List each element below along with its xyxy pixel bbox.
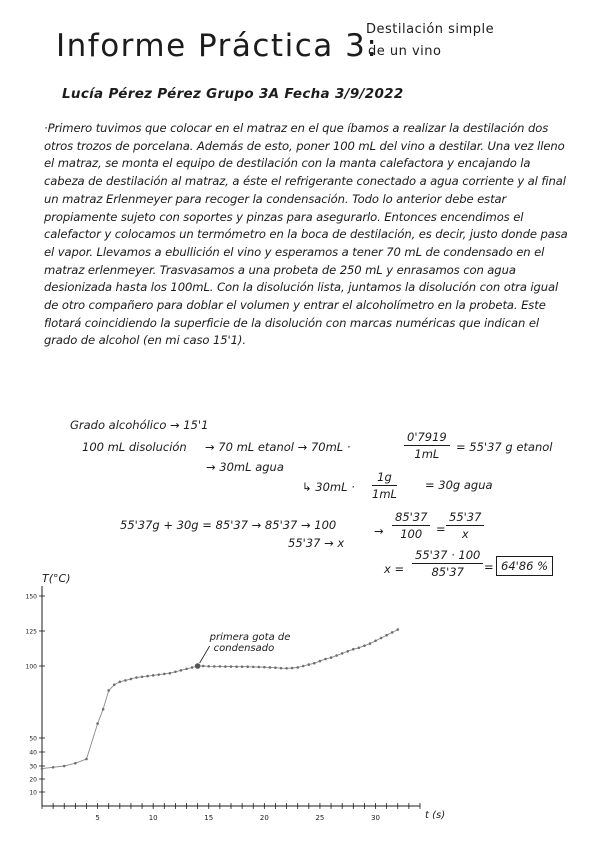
data-point bbox=[280, 667, 283, 670]
water-conversion: ↳ 30mL · bbox=[302, 480, 355, 494]
water-density-fraction bbox=[372, 470, 397, 501]
data-point bbox=[385, 634, 388, 637]
ethanol-density-denominator: 1mL bbox=[414, 447, 440, 461]
data-point bbox=[152, 674, 155, 677]
data-point bbox=[113, 683, 116, 686]
ethanol-density-numerator: 0'7919 bbox=[404, 430, 450, 446]
data-point bbox=[352, 648, 355, 651]
data-point bbox=[241, 665, 244, 668]
proportion-second-line: 55'37 → x bbox=[288, 536, 345, 550]
ethanol-volume: → 70 mL etanol → 70mL · bbox=[205, 440, 351, 454]
data-point bbox=[146, 675, 149, 678]
proportion-equals: = bbox=[436, 522, 446, 536]
report-title: Informe Práctica 3: bbox=[56, 28, 379, 64]
ethanol-density-fraction bbox=[404, 430, 450, 461]
data-point bbox=[263, 666, 266, 669]
data-point bbox=[219, 665, 222, 668]
x-tick-label: 10 bbox=[148, 814, 158, 822]
x-axis-label: t (s) bbox=[425, 810, 446, 821]
proportion-numerator-1: 85'37 bbox=[392, 510, 430, 526]
data-point bbox=[213, 665, 216, 668]
data-point bbox=[252, 666, 255, 669]
data-point bbox=[285, 667, 288, 670]
data-point bbox=[246, 665, 249, 668]
data-point bbox=[135, 676, 138, 679]
annotation-leader bbox=[200, 646, 210, 663]
first-drop-annotation bbox=[209, 632, 294, 654]
data-point bbox=[274, 666, 277, 669]
proportion-denominator-2: x bbox=[461, 527, 469, 541]
data-point bbox=[124, 679, 127, 682]
data-point bbox=[41, 767, 44, 770]
y-axis-label: T(°C) bbox=[42, 572, 71, 585]
data-point bbox=[96, 722, 99, 725]
report-subtitle-line1: Destilación simple bbox=[366, 22, 495, 37]
data-point bbox=[341, 652, 344, 655]
y-tick-label: 30 bbox=[29, 763, 37, 771]
data-point bbox=[185, 668, 188, 671]
data-point bbox=[163, 673, 166, 676]
y-tick-label: 10 bbox=[29, 789, 37, 797]
first-drop-marker bbox=[195, 663, 201, 669]
data-point bbox=[202, 665, 205, 668]
x-equals: = bbox=[484, 560, 494, 574]
data-point bbox=[180, 669, 183, 672]
data-point bbox=[141, 676, 144, 679]
data-point bbox=[380, 637, 383, 640]
data-point bbox=[174, 670, 177, 673]
data-point bbox=[157, 673, 160, 676]
x-tick-label: 15 bbox=[204, 814, 214, 822]
data-point bbox=[257, 666, 260, 669]
data-point bbox=[169, 672, 172, 675]
annotation-line-1: primera gota de bbox=[209, 632, 291, 643]
data-point bbox=[308, 663, 311, 666]
y-tick-label: 40 bbox=[29, 749, 37, 757]
y-tick-label: 150 bbox=[25, 593, 37, 601]
y-tick-label: 20 bbox=[29, 776, 37, 784]
procedure-paragraph: ·Primero tuvimos que colocar en el matraz en el que íbamos a realizar la destilación dos otros trozos de porcelana. Además de esto, poner 100 mL del vino a destilar. Una vez lleno el matraz, se monta el equipo de destilación con la manta calefactora y encajando la cabeza de destilación al matraz, a éste el refrigerante conectado a agua corriente y al final un matraz Erlenmeyer para recoger la condensación. Todo lo anterior debe estar propiamente sujeto con soportes y pinzas para asegurarlo. Entonces encendimos el calefactor y colocamos un termómetro en la boca de destilación, es decir, justo donde pasa el vapor. Llevamos a ebullición el vino y esperamos a tener 70 mL de condensado en el matraz erlenmeyer. Trasvasamos a una probeta de 250 mL y enrasamos con agua desionizada hasta los 100mL. Con la disolución lista, juntamos la disolución con otra igual de otro compañero para doblar el volumen y entrar el alcoholímetro en la probeta. Este flotará coincidiendo la superficie de la disolución con marcas numéricas que indican el grado de alcohol (en mi caso 15'1). bbox=[44, 121, 568, 348]
proportion-arrow: → bbox=[374, 524, 384, 538]
x-tick-label: 20 bbox=[259, 814, 269, 822]
alcohol-degree-line: Grado alcohólico → 15'1 bbox=[70, 418, 209, 432]
data-point bbox=[374, 640, 377, 643]
y-tick-label: 100 bbox=[25, 663, 37, 671]
data-point bbox=[269, 666, 272, 669]
chart-ticks bbox=[26, 594, 420, 823]
proportion-denominator-1: 100 bbox=[400, 527, 423, 541]
data-point bbox=[107, 689, 110, 692]
x-denominator: 85'37 bbox=[431, 565, 464, 579]
water-volume: → 30mL agua bbox=[206, 460, 284, 474]
x-tick-label: 5 bbox=[95, 814, 100, 822]
data-point bbox=[296, 666, 299, 669]
x-tick-label: 25 bbox=[315, 814, 325, 822]
x-numerator: 55'37 · 100 bbox=[412, 548, 483, 564]
author-group-date: Lucía Pérez Pérez Grupo 3A Fecha 3/9/2022 bbox=[62, 86, 404, 102]
data-point bbox=[191, 666, 194, 669]
data-point bbox=[224, 665, 227, 668]
y-tick-label: 125 bbox=[25, 628, 37, 636]
y-tick-label: 50 bbox=[29, 735, 37, 743]
data-point bbox=[302, 665, 305, 668]
data-point bbox=[207, 665, 210, 668]
data-point bbox=[230, 665, 233, 668]
data-point bbox=[319, 660, 322, 663]
chart-axes bbox=[42, 586, 420, 806]
data-point bbox=[313, 662, 316, 665]
data-point bbox=[119, 681, 122, 684]
data-point bbox=[63, 765, 66, 768]
x-tick-label: 30 bbox=[371, 814, 380, 822]
data-point bbox=[369, 642, 372, 645]
data-point bbox=[396, 628, 399, 631]
data-point bbox=[291, 667, 294, 670]
water-density-numerator: 1g bbox=[372, 470, 397, 486]
data-point bbox=[102, 708, 105, 711]
data-point bbox=[346, 650, 349, 653]
data-point bbox=[52, 766, 55, 769]
annotation-line-2: condensado bbox=[213, 643, 275, 654]
dissolution-label: 100 mL disolución bbox=[82, 440, 187, 454]
data-point bbox=[74, 762, 77, 765]
data-point bbox=[130, 678, 133, 681]
data-point bbox=[235, 665, 238, 668]
temperature-chart bbox=[0, 570, 600, 840]
data-point bbox=[85, 758, 88, 761]
proportion-fraction-1 bbox=[392, 510, 430, 541]
data-point bbox=[363, 644, 366, 647]
water-mass-result: = 30g agua bbox=[425, 478, 493, 492]
proportion-fraction-2 bbox=[446, 510, 484, 541]
data-point bbox=[324, 658, 327, 661]
data-point bbox=[391, 631, 394, 634]
data-point bbox=[335, 654, 338, 657]
water-density-denominator: 1mL bbox=[372, 487, 397, 501]
mass-sum-line: 55'37g + 30g = 85'37 → 85'37 → 100 bbox=[120, 518, 337, 532]
data-point bbox=[358, 647, 361, 650]
ethanol-mass-result: = 55'37 g etanol bbox=[456, 440, 553, 454]
proportion-numerator-2: 55'37 bbox=[446, 510, 484, 526]
data-point bbox=[330, 656, 333, 659]
x-label: x = bbox=[384, 562, 405, 576]
report-subtitle-line2: de un vino bbox=[368, 44, 442, 59]
final-result-box: 64'86 % bbox=[496, 556, 553, 576]
